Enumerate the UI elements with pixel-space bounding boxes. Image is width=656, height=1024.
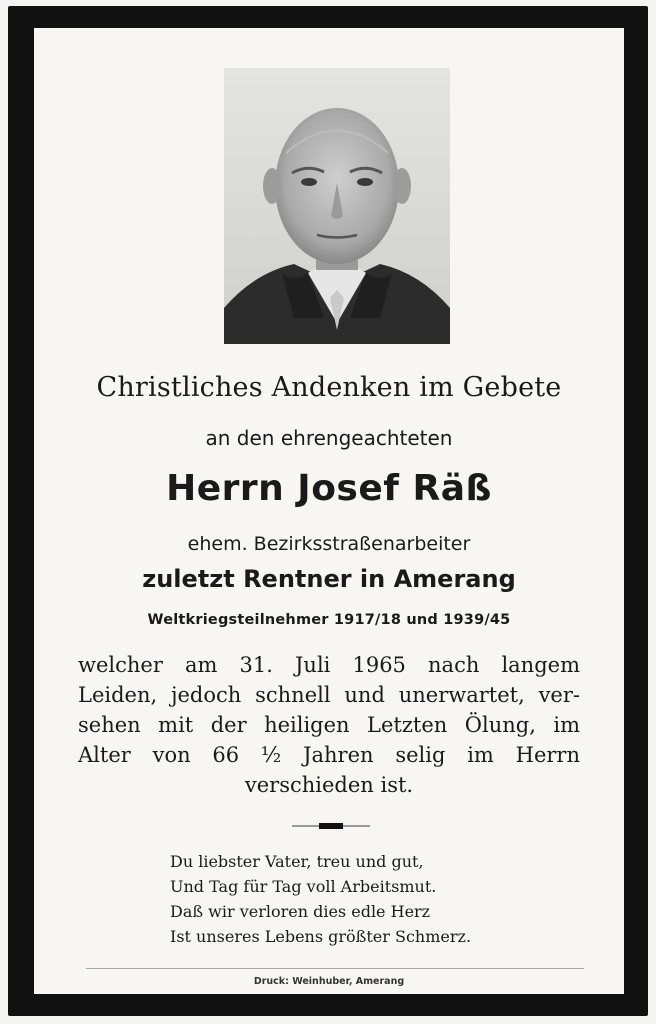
body-line: verschieden ist. — [244, 773, 414, 797]
body-line: Leiden, jedoch schnell und unerwartet, ver- — [78, 683, 580, 707]
footer-rule — [86, 968, 584, 969]
card-subheading: an den ehrengeachteten — [205, 426, 453, 450]
card-heading: Christliches Andenken im Gebete — [96, 372, 562, 403]
poem-line: Ist unseres Lebens größter Schmerz. — [170, 927, 472, 946]
occupation-line: ehem. Bezirksstraßenarbeiter — [187, 533, 471, 555]
card-paper — [34, 28, 624, 994]
military-service-line: Weltkriegsteilnehmer 1917/18 und 1939/45 — [147, 612, 511, 628]
memorial-card — [8, 6, 648, 1016]
death-notice-paragraph — [78, 650, 580, 800]
divider-ornament — [319, 823, 343, 829]
body-line: welcher am 31. Juli 1965 nach langem — [78, 653, 580, 677]
poem-line: Daß wir verloren dies edle Herz — [170, 902, 431, 921]
portrait-photo — [224, 68, 450, 344]
body-line: sehen mit der heiligen Letzten Ölung, im — [78, 713, 580, 737]
printer-credit: Druck: Weinhuber, Amerang — [253, 976, 405, 987]
deceased-name: Herrn Josef Räß — [166, 468, 492, 509]
poem-line: Und Tag für Tag voll Arbeitsmut. — [170, 877, 437, 896]
retirement-line: zuletzt Rentner in Amerang — [142, 565, 516, 593]
poem-line: Du liebster Vater, treu und gut, — [170, 852, 424, 871]
memorial-poem — [170, 849, 510, 949]
body-line: Alter von 66 ½ Jahren selig im Herrn — [78, 743, 580, 767]
